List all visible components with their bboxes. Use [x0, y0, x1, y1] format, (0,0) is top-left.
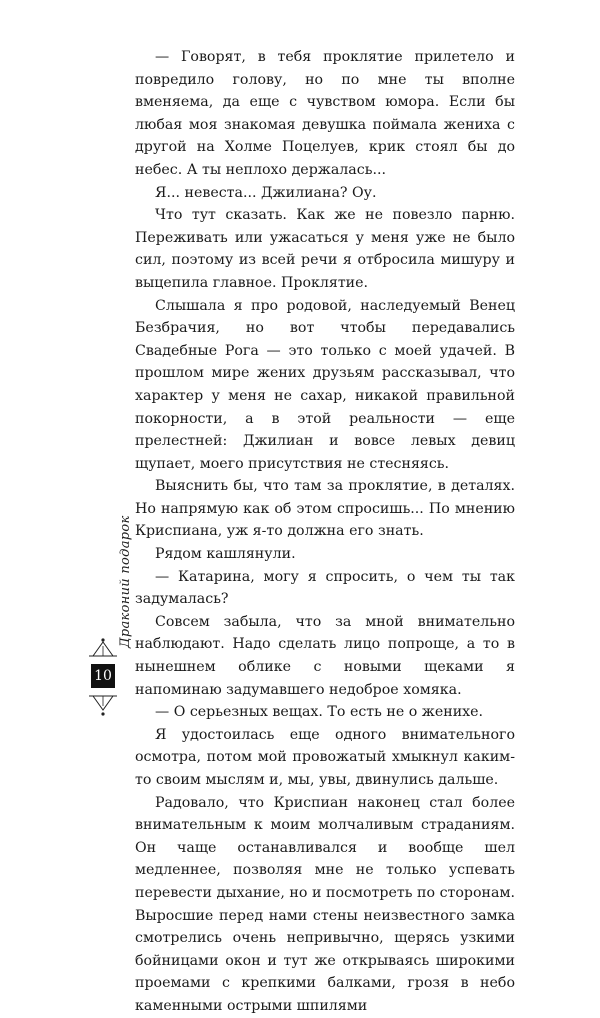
paragraph: Совсем забыла, что за мной внимательно наблюдают. Надо сделать лицо попроще, а то в нынешнем облике с новыми щеками я напоминаю задумавшего недоброе хомяка.	[135, 613, 515, 698]
paragraph: — Говорят, в тебя проклятие прилетело и повредило голову, но по мне ты вполне вменяема, да еще с чувством юмора. Если бы любая моя знакомая девушка поймала жениха с другой на Холме Поцелуев, крик стоял бы до небес. А ты неплохо держалась...	[135, 49, 515, 178]
inverted-triangle-ornament-icon	[87, 692, 119, 720]
paragraph: Рядом кашлянули.	[155, 546, 296, 563]
paragraph: Слышала я про родовой, наследуемый Венец Безбрачия, но вот чтобы передавались Свадебные Рога — это только с моей удачей. В прошлом мире жених друзьям рассказывал, что характер у меня не сахар, никакой правильной покорности, а в этой реальности — еще прелестней: Джилиан и вовсе левых девиц щупает, моего присутствия не стесняясь.	[135, 297, 515, 472]
triangle-ornament-icon	[87, 636, 119, 660]
paragraph: — Катарина, могу я спросить, о чем ты так задумалась?	[135, 568, 515, 608]
paragraph: Я удостоилась еще одного внимательного осмотра, потом мой провожатый хмыкнул каким-то своим мыслям и, мы, увы, двинулись дальше.	[135, 726, 515, 788]
paragraph: Что тут сказать. Как же не повезло парню. Переживать или ужасаться у меня уже не было сил, поэтому из всей речи я отбросила мишуру и выцепила главное. Проклятие.	[135, 207, 515, 291]
page-number: 10	[91, 664, 115, 688]
paragraph: Радовало, что Криспиан наконец стал более внимательным к моим молчаливым страданиям. Он чаще останавливался и вообще шел медленнее, позволяя мне не только успевать перевести дыхание, но и посмотреть по сторонам. Выросшие перед нами стены неизвестного замка смотрелись очень непривычно, щерясь узкими бойницами окон и тут же открываясь широкими проемами с крепкими балками, грозя в небо каменными острыми шпилями	[135, 794, 515, 1014]
paragraph: Выяснить бы, что там за проклятие, в деталях. Но напрямую как об этом спросишь... По мнению Криспиана, уж я-то должна его знать.	[135, 478, 515, 540]
body-text	[135, 46, 515, 1018]
running-title: Драконий подарок	[118, 515, 133, 648]
paragraph: — О серьезных вещах. То есть не о женихе.	[155, 704, 484, 721]
paragraph: Я... невеста... Джилиана? Оу.	[155, 184, 377, 201]
